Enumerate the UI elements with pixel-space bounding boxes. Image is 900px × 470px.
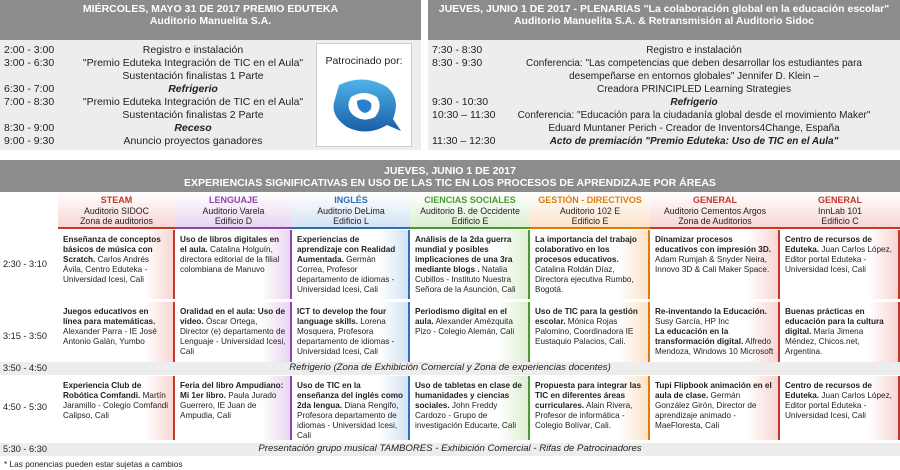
schedule-time: 6:30 - 7:00 [4,83,55,95]
session-title: La educación en la transformación digital. [655,327,744,346]
schedule-activity: "Premio Eduteka Integración de TIC en el Aula" [82,96,304,108]
column-header [292,192,410,229]
column-building: Edificio D [214,216,253,226]
schedule-activity: Sustentación finalistas 2 Parte [122,109,264,121]
session-title: Buenas prácticas en educación para la cultura digital. [785,307,884,336]
schedule-time: 8:30 - 9:30 [432,57,483,69]
day1-header-venue: Auditorio Manuelita S.A. [149,15,272,27]
schedule-time: 2:00 - 3:00 [4,44,55,56]
session-cell [780,376,900,440]
schedule-activity: Conferencia: "Las competencias que deben desarrollar los estudiantes para [526,58,862,69]
column-venue: Auditorio DeLima [317,205,385,216]
break-row [0,362,900,375]
session-cell [410,376,530,440]
session-title: Experiencias de aprendizaje con Realidad Aumentada. [297,235,396,264]
column-venue: Auditorio Varela [202,205,265,216]
closing-text: Presentación grupo musical TAMBORES - Exhibición Comercial - Rifas de Patrocinadores [258,443,642,454]
column-building: Edificio E [451,216,489,226]
column-header [58,192,175,229]
slot-time: 4:50 - 5:30 [3,402,47,412]
break-time: 3:50 - 4:50 [3,363,47,373]
column-venue: InnLab 101 [817,205,863,216]
session-cell [58,376,175,440]
session-cell [292,376,410,440]
column-venue: Auditorio SIDOC [83,205,150,216]
session-speaker: Natalia Cubillos - Instituto Nuestra Señora de la Asunción, Cali [415,265,516,294]
day2-header-title: JUEVES, JUNIO 1 DE 2017 - PLENARIAS "La colaboración global en la educación escolar" [438,3,890,15]
session-speaker: John Freddy Cardozo - Grupo de investigación Educarte, Cali [415,401,517,430]
session-speaker: Susy García, HP Inc [655,317,730,326]
session-title: Análisis de la 2da guerra mundial y posibles implicaciones de una 3ra mediante blogs . [415,235,513,274]
column-building: Zona de Auditorios [678,216,752,226]
session-title: Propuesta para integrar las TIC en diferentes áreas curriculares. [535,381,642,410]
column-building: Zona de auditorios [80,216,153,226]
day3-header-title: JUEVES, JUNIO 1 DE 2017 [384,165,516,177]
session-speaker: Adam Rumjah & Snyder Neira, Innovo 3D & Cali Maker Space. [655,255,770,274]
session-speaker: Catalina Holguín, directora editorial de la filial colombiana de Manuvo [180,245,280,274]
session-title: Oralidad en el aula: Uso de video. [180,307,286,326]
session-speaker: Alfredo Mendoza, Windows 10 Microsoft [655,337,774,356]
session-speaker: Alexander Parra - IE José Antonio Galán, Yumbo [63,327,157,346]
column-title: CIENCIAS SOCIALES [424,195,516,205]
column-header [530,192,650,229]
session-speaker: Alain Rivera, Profesor de informática - Colegio Bolívar, Cali. [535,401,633,430]
session-cell [175,230,292,299]
column-title: GENERAL [817,195,862,205]
session-speaker: Juan Carlos López, Editor portal Eduteka - Universidad Icesi, Cali [785,391,892,420]
column-header [175,192,292,229]
session-speaker: María Jimena Méndez, Chicos.net, Argentina. [785,327,864,356]
day1-header-title: MIÉRCOLES, MAYO 31 DE 2017 PREMIO EDUTEKA [82,3,339,15]
slot-time: 3:15 - 3:50 [3,331,47,341]
schedule-activity: Refrigerio [168,83,218,95]
schedule-time: 8:30 - 9:00 [4,122,55,134]
break-text: Refrigerio (Zona de Exhibición Comercial y Zona de experiencias docentes) [289,362,611,373]
session-title: Centro de recursos de Eduteka. [785,381,872,400]
schedule-activity: Eduard Muntaner Perich - Creador de Inventors4Change, España [548,123,840,134]
day2-schedule [428,40,900,150]
day1-header [0,0,421,40]
session-title: Feria del libro Ampudiano: Mi 1er libro. [180,381,284,400]
session-speaker: Diana Rengifo, Profesora departamento de idiomas - Universidad Icesi, Cali [297,401,399,440]
schedule-activity: "Premio Eduteka Integración de TIC en el Aula" [82,57,304,69]
schedule-activity: Receso [174,122,212,134]
session-speaker: Alexander Amézquita Pizo - Colegio Alemán, Cali [415,317,515,336]
session-speaker: Lorena Mosquera, Profesora departamento de idiomas - Universidad Icesi, Cali [297,317,395,356]
session-title: Uso de TIC en la enseñanza del inglés como 2da lengua. [297,381,404,410]
schedule-time: 7:00 - 8:30 [4,96,55,108]
schedule-activity: Acto de premiación "Premio Eduteka: Uso de TIC en el Aula" [549,136,839,147]
column-title: INGLÉS [334,195,368,205]
session-title: Juegos educativos en línea para matemáticas. [63,307,156,326]
schedule-activity: Refrigerio [670,97,718,108]
schedule-time: 10:30 – 11:30 [432,109,496,121]
session-speaker: Juan Carlos López, Editor portal Eduteka - Universidad Icesi, Cali [785,245,892,274]
session-title: Dinamizar procesos educativos con impresión 3D. [655,235,772,254]
session-title: Experiencia Club de Robótica Comfandi. [63,381,142,400]
schedule-activity: Anuncio proyectos ganadores [123,135,263,147]
session-cell [530,230,650,299]
sponsor-box [316,43,412,147]
column-building: Edificio L [333,216,369,226]
column-title: GESTIÓN - DIRECTIVOS [538,195,642,205]
column-title: LENGUAJE [208,195,258,205]
session-speaker: Germán Correa, Profesor departamento de idiomas - Universidad Icesi, Cali [297,255,395,294]
session-cell [530,376,650,440]
session-cell [292,230,410,299]
column-header [650,192,780,229]
day3-header-subtitle: EXPERIENCIAS SIGNIFICATIVAS EN USO DE LAS TIC EN LOS PROCESOS DE APRENDIZAJE POR ÁREAS [184,177,716,189]
schedule-activity: Sustentación finalistas 1 Parte [122,70,264,82]
closing-row [0,443,900,456]
footnote: * Las ponencias pueden estar sujetas a cambios [4,459,183,469]
session-cell [650,230,780,299]
schedule-time: 7:30 - 8:30 [432,44,483,56]
session-speaker: Martín Jaramillo - Colegio Comfandi Calipso, Cali [63,391,169,420]
day2-header [428,0,900,40]
schedule-time: 9:00 - 9:30 [4,135,55,147]
session-title: Periodismo digital en el aula. [415,307,507,326]
sponsor-logo-icon [317,67,411,145]
session-speaker: Mónica Rojas Palomino, Coordinadora IE Eustaquio Palacios, Cali. [535,317,634,346]
column-title: STEAM [100,195,133,205]
column-venue: Auditorio B. de Occidente [420,205,520,216]
schedule-activity: Conferencia: "Educación para la ciudadanía global desde el movimiento Maker" [517,110,871,121]
session-cell [650,376,780,440]
session-title: Centro de recursos de Eduteka. [785,235,872,254]
session-speaker: Paula Jurado Guerrero, IE Juan de Ampudia, Cali [180,391,277,420]
schedule-time: 9:30 - 10:30 [432,96,489,108]
session-speaker: Carlos Andrés Ávila, Centro Eduteka - Universidad Icesi, Cali [63,255,150,284]
session-title: Enseñanza de conceptos básicos de música con Scratch. [63,235,161,264]
day2-header-venue: Auditorio Manuelita S.A. & Retransmisión al Auditorio Sidoc [513,15,815,27]
schedule-activity: Creadora PRINCIPLED Learning Strategies [597,84,791,95]
column-venue: Auditorio 102 E [559,205,621,216]
session-title: Uso de tabletas en clase de humanidades y ciencias sociales. [415,381,522,410]
schedule-activity: Registro e instalación [142,44,244,56]
column-title: GENERAL [692,195,737,205]
session-title: Tupi Flipbook animación en el aula de clase. [655,381,772,400]
session-title: Uso de libros digitales en el aula. [180,235,280,254]
session-cell [58,230,175,299]
session-title: ICT to develop the four language skills. [297,307,387,326]
column-header [780,192,900,229]
session-cell [410,230,530,299]
day3-header [0,160,900,192]
schedule-time: 11:30 – 12:30 [432,135,496,147]
schedule-activity: desempeñarse en entornos globales" Jennifer D. Klein – [569,71,819,82]
session-speaker: Óscar Ortega, Director (e) departamento de Lenguaje - Universidad Icesi, Cali [180,317,286,356]
closing-time: 5:30 - 6:30 [3,444,47,454]
session-cell [175,376,292,440]
session-title: Re-inventando la Educación. [655,307,767,316]
slot-time: 2:30 - 3:10 [3,258,47,269]
sponsor-label: Patrocinado por: [325,55,403,67]
column-building: Edificio C [821,216,859,226]
session-speaker: Catalina Roldán Díaz, Directora ejecutiva Rumbo, Bogotá. [535,265,634,294]
column-venue: Auditorio Cementos Argos [663,205,767,216]
session-speaker: Germán González Girón, Director de aprendizaje animado - MaeFloresta, Cali [655,391,757,430]
session-cell [780,230,900,299]
session-title: Uso de TIC para la gestión escolar. [535,307,638,326]
schedule-activity: Registro e instalación [646,45,742,56]
session-title: La importancia del trabajo colaborativo en los procesos educativos. [535,235,637,264]
column-building: Edificio E [571,216,609,226]
column-header [410,192,530,229]
schedule-time: 3:00 - 6:30 [4,57,55,69]
